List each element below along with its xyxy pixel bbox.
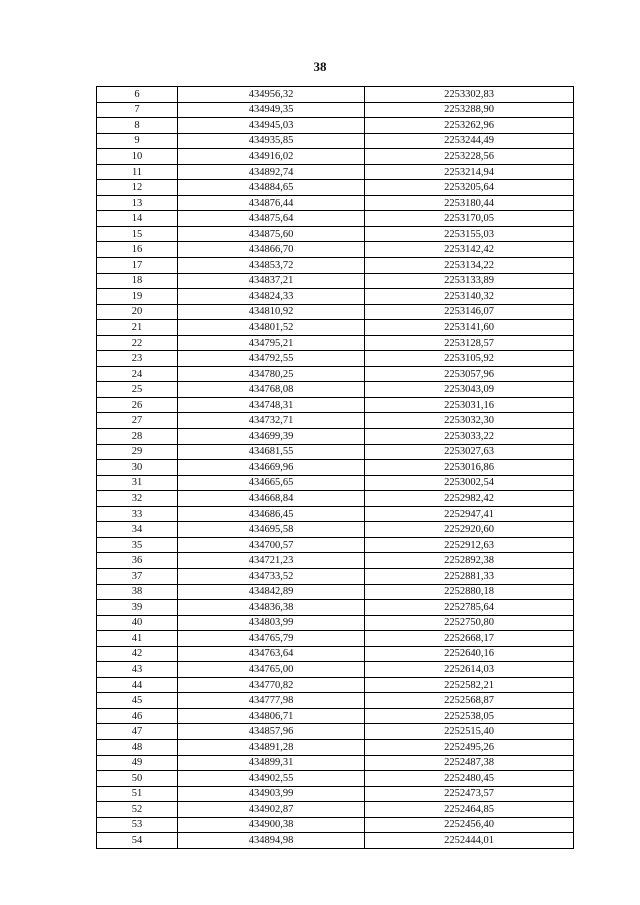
x-coordinate-cell: 434695,58 [178, 522, 365, 538]
point-number-cell: 26 [97, 397, 178, 413]
point-number-cell: 25 [97, 382, 178, 398]
x-coordinate-cell: 434853,72 [178, 258, 365, 274]
table-row [97, 491, 574, 507]
x-coordinate-cell: 434681,55 [178, 444, 365, 460]
point-number-cell: 10 [97, 149, 178, 165]
coordinates-table-body [97, 87, 574, 849]
y-coordinate-cell: 2253146,07 [365, 304, 574, 320]
table-row [97, 366, 574, 382]
x-coordinate-cell: 434780,25 [178, 366, 365, 382]
point-number-cell: 8 [97, 118, 178, 134]
y-coordinate-cell: 2252568,87 [365, 693, 574, 709]
table-row [97, 724, 574, 740]
x-coordinate-cell: 434732,71 [178, 413, 365, 429]
point-number-cell: 44 [97, 677, 178, 693]
y-coordinate-cell: 2252464,85 [365, 802, 574, 818]
x-coordinate-cell: 434945,03 [178, 118, 365, 134]
y-coordinate-cell: 2252480,45 [365, 771, 574, 787]
point-number-cell: 15 [97, 226, 178, 242]
x-coordinate-cell: 434842,89 [178, 584, 365, 600]
table-row [97, 444, 574, 460]
y-coordinate-cell: 2252582,21 [365, 677, 574, 693]
y-coordinate-cell: 2252444,01 [365, 833, 574, 849]
point-number-cell: 48 [97, 739, 178, 755]
x-coordinate-cell: 434801,52 [178, 320, 365, 336]
point-number-cell: 22 [97, 335, 178, 351]
x-coordinate-cell: 434733,52 [178, 568, 365, 584]
table-row [97, 568, 574, 584]
y-coordinate-cell: 2253134,22 [365, 258, 574, 274]
y-coordinate-cell: 2252892,38 [365, 553, 574, 569]
y-coordinate-cell: 2253133,89 [365, 273, 574, 289]
point-number-cell: 16 [97, 242, 178, 258]
x-coordinate-cell: 434768,08 [178, 382, 365, 398]
x-coordinate-cell: 434902,87 [178, 802, 365, 818]
table-row [97, 615, 574, 631]
table-row [97, 600, 574, 616]
point-number-cell: 31 [97, 475, 178, 491]
point-number-cell: 21 [97, 320, 178, 336]
table-row [97, 708, 574, 724]
point-number-cell: 45 [97, 693, 178, 709]
y-coordinate-cell: 2253141,60 [365, 320, 574, 336]
table-row [97, 195, 574, 211]
y-coordinate-cell: 2252668,17 [365, 631, 574, 647]
y-coordinate-cell: 2252495,26 [365, 739, 574, 755]
page-number: 38 [313, 59, 327, 74]
point-number-cell: 9 [97, 133, 178, 149]
x-coordinate-cell: 434866,70 [178, 242, 365, 258]
table-row [97, 429, 574, 445]
point-number-cell: 28 [97, 429, 178, 445]
point-number-cell: 23 [97, 351, 178, 367]
point-number-cell: 35 [97, 537, 178, 553]
x-coordinate-cell: 434891,28 [178, 739, 365, 755]
table-row [97, 273, 574, 289]
table-row [97, 739, 574, 755]
point-number-cell: 17 [97, 258, 178, 274]
table-row [97, 522, 574, 538]
y-coordinate-cell: 2252912,63 [365, 537, 574, 553]
point-number-cell: 12 [97, 180, 178, 196]
y-coordinate-cell: 2253302,83 [365, 87, 574, 103]
y-coordinate-cell: 2253043,09 [365, 382, 574, 398]
table-row [97, 335, 574, 351]
x-coordinate-cell: 434763,64 [178, 646, 365, 662]
table-row [97, 118, 574, 134]
table-row [97, 475, 574, 491]
table-row [97, 351, 574, 367]
x-coordinate-cell: 434916,02 [178, 149, 365, 165]
y-coordinate-cell: 2252750,80 [365, 615, 574, 631]
x-coordinate-cell: 434668,84 [178, 491, 365, 507]
table-row [97, 304, 574, 320]
table-row [97, 460, 574, 476]
point-number-cell: 33 [97, 506, 178, 522]
point-number-cell: 53 [97, 817, 178, 833]
y-coordinate-cell: 2252515,40 [365, 724, 574, 740]
y-coordinate-cell: 2253288,90 [365, 102, 574, 118]
y-coordinate-cell: 2253205,64 [365, 180, 574, 196]
table-row [97, 553, 574, 569]
x-coordinate-cell: 434837,21 [178, 273, 365, 289]
x-coordinate-cell: 434765,00 [178, 662, 365, 678]
point-number-cell: 20 [97, 304, 178, 320]
y-coordinate-cell: 2253057,96 [365, 366, 574, 382]
y-coordinate-cell: 2253128,57 [365, 335, 574, 351]
table-row [97, 786, 574, 802]
y-coordinate-cell: 2253002,54 [365, 475, 574, 491]
point-number-cell: 18 [97, 273, 178, 289]
point-number-cell: 46 [97, 708, 178, 724]
x-coordinate-cell: 434876,44 [178, 195, 365, 211]
point-number-cell: 7 [97, 102, 178, 118]
x-coordinate-cell: 434765,79 [178, 631, 365, 647]
x-coordinate-cell: 434792,55 [178, 351, 365, 367]
point-number-cell: 11 [97, 164, 178, 180]
table-row [97, 771, 574, 787]
table-row [97, 102, 574, 118]
point-number-cell: 32 [97, 491, 178, 507]
y-coordinate-cell: 2253155,03 [365, 226, 574, 242]
table-row [97, 226, 574, 242]
point-number-cell: 36 [97, 553, 178, 569]
y-coordinate-cell: 2253228,56 [365, 149, 574, 165]
point-number-cell: 50 [97, 771, 178, 787]
y-coordinate-cell: 2252487,38 [365, 755, 574, 771]
table-row [97, 164, 574, 180]
x-coordinate-cell: 434935,85 [178, 133, 365, 149]
table-row [97, 693, 574, 709]
x-coordinate-cell: 434803,99 [178, 615, 365, 631]
x-coordinate-cell: 434699,39 [178, 429, 365, 445]
y-coordinate-cell: 2253027,63 [365, 444, 574, 460]
x-coordinate-cell: 434857,96 [178, 724, 365, 740]
point-number-cell: 27 [97, 413, 178, 429]
y-coordinate-cell: 2253031,16 [365, 397, 574, 413]
y-coordinate-cell: 2252785,64 [365, 600, 574, 616]
table-row [97, 506, 574, 522]
y-coordinate-cell: 2253033,22 [365, 429, 574, 445]
x-coordinate-cell: 434902,55 [178, 771, 365, 787]
point-number-cell: 19 [97, 289, 178, 305]
y-coordinate-cell: 2252880,18 [365, 584, 574, 600]
table-row [97, 211, 574, 227]
table-row [97, 289, 574, 305]
y-coordinate-cell: 2252456,40 [365, 817, 574, 833]
x-coordinate-cell: 434949,35 [178, 102, 365, 118]
table-row [97, 755, 574, 771]
x-coordinate-cell: 434700,57 [178, 537, 365, 553]
point-number-cell: 43 [97, 662, 178, 678]
y-coordinate-cell: 2252920,60 [365, 522, 574, 538]
table-row [97, 802, 574, 818]
table-row [97, 133, 574, 149]
table-row [97, 537, 574, 553]
y-coordinate-cell: 2252640,16 [365, 646, 574, 662]
y-coordinate-cell: 2253032,30 [365, 413, 574, 429]
x-coordinate-cell: 434956,32 [178, 87, 365, 103]
x-coordinate-cell: 434748,31 [178, 397, 365, 413]
y-coordinate-cell: 2253140,32 [365, 289, 574, 305]
point-number-cell: 34 [97, 522, 178, 538]
x-coordinate-cell: 434894,98 [178, 833, 365, 849]
point-number-cell: 49 [97, 755, 178, 771]
x-coordinate-cell: 434903,99 [178, 786, 365, 802]
table-row [97, 677, 574, 693]
y-coordinate-cell: 2252982,42 [365, 491, 574, 507]
x-coordinate-cell: 434806,71 [178, 708, 365, 724]
table-row [97, 382, 574, 398]
table-row [97, 817, 574, 833]
point-number-cell: 39 [97, 600, 178, 616]
point-number-cell: 14 [97, 211, 178, 227]
point-number-cell: 38 [97, 584, 178, 600]
table-row [97, 320, 574, 336]
table-row [97, 397, 574, 413]
table-row [97, 87, 574, 103]
point-number-cell: 47 [97, 724, 178, 740]
x-coordinate-cell: 434669,96 [178, 460, 365, 476]
y-coordinate-cell: 2252947,41 [365, 506, 574, 522]
y-coordinate-cell: 2253244,49 [365, 133, 574, 149]
table-row [97, 833, 574, 849]
y-coordinate-cell: 2253105,92 [365, 351, 574, 367]
point-number-cell: 30 [97, 460, 178, 476]
point-number-cell: 40 [97, 615, 178, 631]
table-row [97, 413, 574, 429]
table-row [97, 149, 574, 165]
point-number-cell: 24 [97, 366, 178, 382]
x-coordinate-cell: 434875,64 [178, 211, 365, 227]
point-number-cell: 41 [97, 631, 178, 647]
x-coordinate-cell: 434795,21 [178, 335, 365, 351]
y-coordinate-cell: 2253142,42 [365, 242, 574, 258]
table-row [97, 646, 574, 662]
x-coordinate-cell: 434899,31 [178, 755, 365, 771]
x-coordinate-cell: 434665,65 [178, 475, 365, 491]
x-coordinate-cell: 434884,65 [178, 180, 365, 196]
y-coordinate-cell: 2253262,96 [365, 118, 574, 134]
x-coordinate-cell: 434900,38 [178, 817, 365, 833]
x-coordinate-cell: 434824,33 [178, 289, 365, 305]
x-coordinate-cell: 434875,60 [178, 226, 365, 242]
y-coordinate-cell: 2253180,44 [365, 195, 574, 211]
table-row [97, 584, 574, 600]
table-row [97, 258, 574, 274]
table-row [97, 180, 574, 196]
y-coordinate-cell: 2252614,03 [365, 662, 574, 678]
x-coordinate-cell: 434770,82 [178, 677, 365, 693]
x-coordinate-cell: 434892,74 [178, 164, 365, 180]
y-coordinate-cell: 2252538,05 [365, 708, 574, 724]
point-number-cell: 51 [97, 786, 178, 802]
point-number-cell: 52 [97, 802, 178, 818]
point-number-cell: 29 [97, 444, 178, 460]
y-coordinate-cell: 2253170,05 [365, 211, 574, 227]
x-coordinate-cell: 434721,23 [178, 553, 365, 569]
point-number-cell: 54 [97, 833, 178, 849]
coordinates-table [96, 86, 574, 849]
point-number-cell: 13 [97, 195, 178, 211]
y-coordinate-cell: 2252473,57 [365, 786, 574, 802]
table-row [97, 631, 574, 647]
table-row [97, 662, 574, 678]
x-coordinate-cell: 434686,45 [178, 506, 365, 522]
point-number-cell: 37 [97, 568, 178, 584]
x-coordinate-cell: 434836,38 [178, 600, 365, 616]
table-row [97, 242, 574, 258]
x-coordinate-cell: 434777,98 [178, 693, 365, 709]
point-number-cell: 42 [97, 646, 178, 662]
x-coordinate-cell: 434810,92 [178, 304, 365, 320]
y-coordinate-cell: 2253016,86 [365, 460, 574, 476]
point-number-cell: 6 [97, 87, 178, 103]
y-coordinate-cell: 2253214,94 [365, 164, 574, 180]
y-coordinate-cell: 2252881,33 [365, 568, 574, 584]
